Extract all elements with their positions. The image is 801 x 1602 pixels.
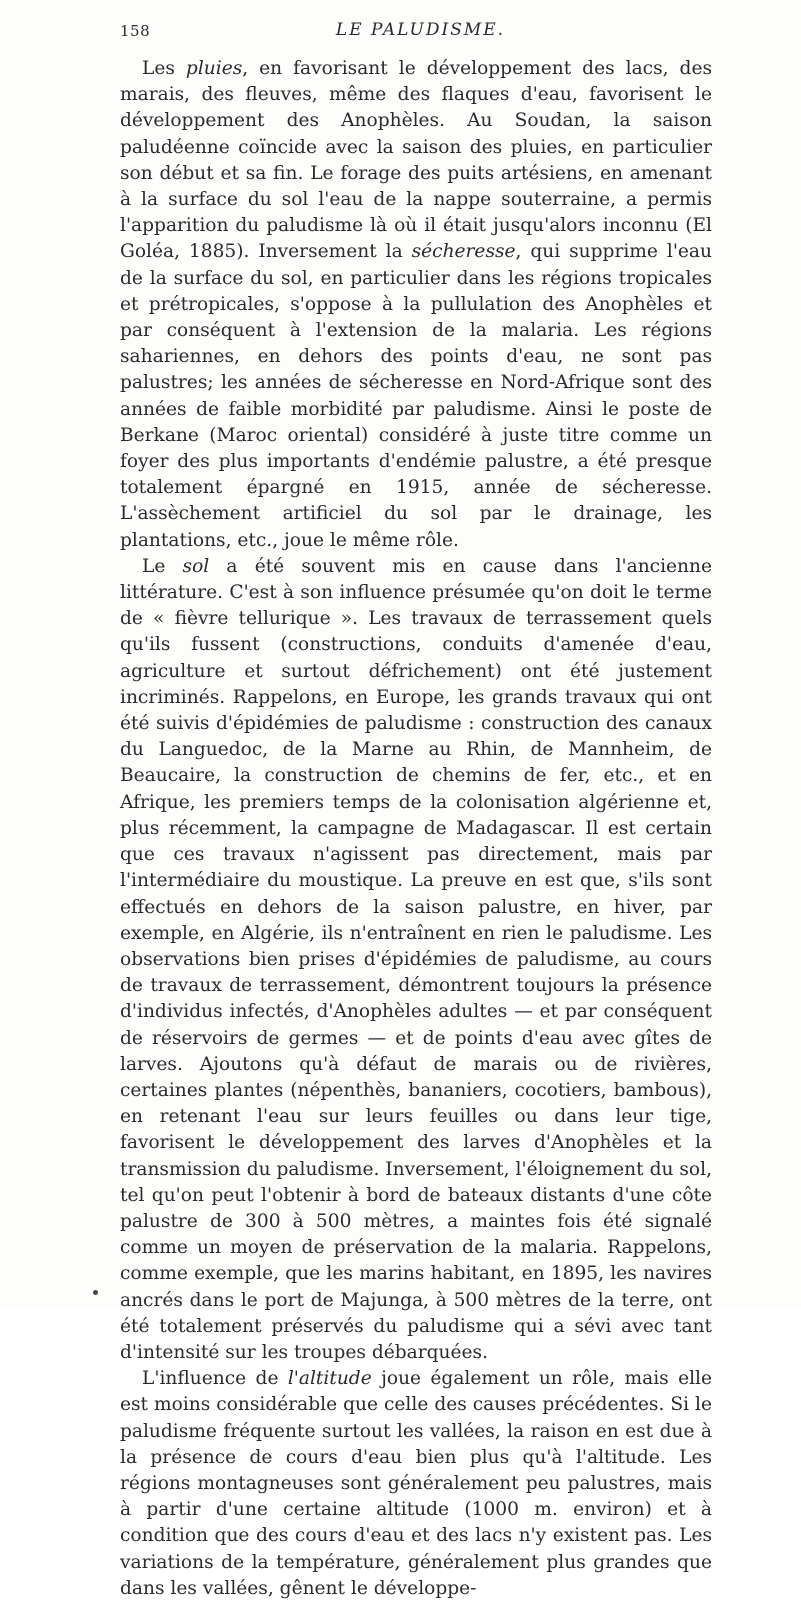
text-segment: a été souvent mis en cause dans l'ancienne littérature. C'est à son influence présumée qu'on doit le terme de « fièvre tellurique ». Les travaux de terrassement quels qu'ils fussent (constructions, conduits d'amenée d'eau, agriculture et surtout défrichement) ont été justement incriminés. Rappelons, en Europe, les grands travaux qui ont été suivis d'épidémies de paludisme : construction des canaux du Languedoc, de la Marne au Rhin, de Mannheim, de Beaucaire, la construction de chemins de fer, etc., et en Afrique, les premiers temps de la colonisation algérienne et, plus récemment, la campagne de Madagascar. Il est certain que ces travaux n'agissent pas directement, mais par l'intermédiaire du moustique. La preuve en est que, s'ils sont effectués en dehors de la saison palustre, en hiver, par exemple, en Algérie, ils n'entraînent en rien le paludisme. Les observations bien prises d'épidémies de paludisme, au cours de travaux de terrassement, démontrent toujours la présence d'individus infectés, d'Anophèles adultes — et par conséquent de réservoirs de germes — et de points d'eau avec gîtes de larves. Ajoutons qu'à défaut de marais ou de rivières, certaines plantes (népenthès, bananiers, cocotiers, bambous), en retenant l'eau sur leurs feuilles ou dans leur tige, favorisent le développement des larves d'Anophèles et la transmission du paludisme. Inversement, l'éloignement du sol, tel qu'on peut l'obtenir à bord de bateaux distants d'une côte palustre de 300 à 500 mètres, a maintes fois été signalé comme un moyen de préservation de la malaria. Rappelons, comme exemple, que les marins habitant, en 1895, les navires ancrés dans le port de Majunga, à 500 mètres de la terre, ont été totalement préservés du paludisme qui a sévi avec tant d'intensité sur les troupes débarquées. [120,555,713,1363]
text-segment: joue également un rôle, mais elle est moins considérable que celle des causes précédentes. Si le paludisme fréquente surtout les vallées, la raison en est due à la présence de cours d'eau bien plus qu'à l'altitude. Les régions montagneuses sont généralement peu palustres, mais à partir d'une certaine altitude (1000 m. environ) et à condition que des cours d'eau et des lacs n'y existent pas. Les variations de la température, généralement plus grandes que dans les vallées, gênent le développe- [120,1368,712,1599]
emphasis-pluies: pluies [185,58,243,79]
paragraph-pluies [120,56,712,554]
paragraph-altitude [120,1366,712,1602]
ink-smudge [93,1290,98,1295]
text-segment: , en favorisant le développement des lacs, des marais, des fleuves, même des flaques d'eau, favorisent le développement des Anophèles. Au Soudan, la saison paludéenne coïncide avec la saison des pluies, en particulier son début et sa fin. Le forage des puits artésiens, en amenant à la surface du sol l'eau de la nappe souterraine, a permis l'apparition du paludisme là où il était jusqu'alors inconnu (El Goléa, 1885). Inversement la [120,58,713,263]
text-segment: , qui supprime l'eau de la surface du sol, en particulier dans les régions tropicales et prétropicales, s'oppose à la pullulation des Anophèles et par conséquent à l'extension de la malaria. Les régions sahariennes, en dehors des points d'eau, ne sont pas palustres; les années de sécheresse en Nord-Afrique sont des années de faible morbidité par paludisme. Ainsi le poste de Berkane (Maroc oriental) considéré à juste titre comme un foyer des plus importants d'endémie palustre, a été presque totalement épargné en 1915, année de sécheresse. L'assèchement artificiel du sol par le drainage, les plantations, etc., joue le même rôle. [120,241,712,551]
body-text [120,56,712,1602]
page-number: 158 [120,22,151,40]
text-segment: L'influence de [142,1368,288,1390]
page-header [120,20,721,50]
text-segment: Le [142,555,183,577]
text-segment: Les [142,58,186,79]
emphasis-sol: sol [182,555,210,577]
emphasis-secheresse: sécheresse [411,241,516,263]
paragraph-sol [120,554,712,1366]
emphasis-altitude: l'altitude [287,1368,372,1390]
running-title: LE PALUDISME. [335,20,506,40]
